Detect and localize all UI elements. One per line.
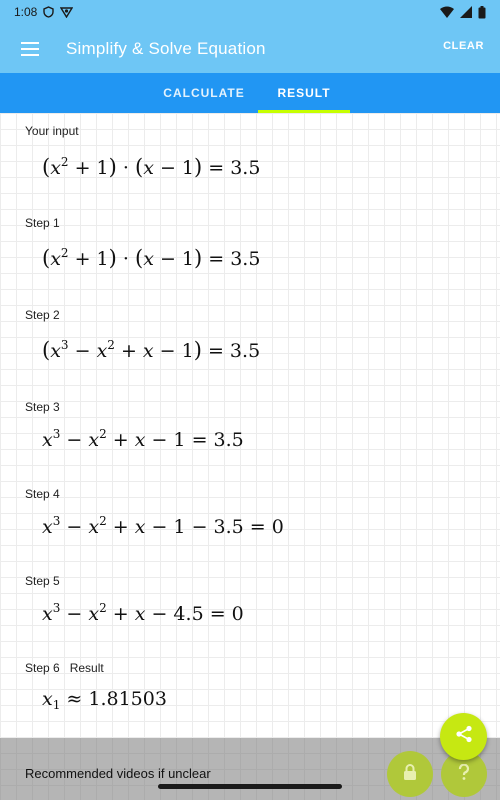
tab-calculate[interactable]: CALCULATE — [163, 86, 245, 100]
share-button[interactable] — [440, 713, 487, 760]
equation-step-1: $(x^2 + 1) \cdot (x - 1) = 3.5$ — [42, 246, 261, 270]
step-label-4: Step 4 — [25, 487, 60, 501]
equation-step-2: $(x^3 - x^2 + x - 1) = 3.5$ — [42, 338, 261, 362]
status-bar — [0, 0, 500, 24]
share-icon — [455, 725, 473, 748]
equation-step-4: $x^3 - x^2 + x - 1 - 3.5 = 0$ — [42, 514, 284, 538]
result-label: Result — [69, 661, 104, 675]
vpn-key-icon — [60, 6, 73, 18]
step-label-6 — [25, 661, 104, 675]
battery-icon — [478, 6, 486, 19]
equation-step-3: $x^3 - x^2 + x - 1 = 3.5$ — [42, 427, 244, 451]
app-title: Simplify & Solve Equation — [66, 38, 266, 58]
recommended-videos-text[interactable]: Recommended videos if unclear — [25, 766, 211, 781]
tab-bar — [0, 73, 500, 113]
gesture-nav-handle[interactable] — [158, 784, 342, 789]
tab-result[interactable]: RESULT — [258, 73, 350, 113]
equation-result: $x_1 \approx 1.81503$ — [42, 688, 167, 712]
shield-icon — [43, 6, 54, 18]
status-time: 1:08 — [14, 5, 38, 19]
equation-input: $(x^2 + 1) \cdot (x - 1) = 3.5$ — [42, 155, 261, 179]
app-bar — [0, 24, 500, 73]
step-label-3: Step 3 — [25, 400, 60, 414]
step-6-label: Step 6 — [25, 661, 60, 675]
signal-icon — [460, 6, 472, 18]
menu-icon[interactable] — [20, 39, 40, 59]
step-label-input: Your input — [25, 124, 79, 138]
step-label-1: Step 1 — [25, 216, 60, 230]
equation-step-5: $x^3 - x^2 + x - 4.5 = 0$ — [42, 601, 244, 625]
lock-icon — [403, 764, 417, 785]
help-icon — [457, 764, 471, 785]
step-label-2: Step 2 — [25, 308, 60, 322]
result-content[interactable] — [0, 113, 500, 800]
clear-button[interactable]: CLEAR — [443, 40, 484, 52]
lock-button[interactable] — [387, 751, 433, 797]
wifi-icon — [440, 6, 454, 18]
step-label-5: Step 5 — [25, 574, 60, 588]
